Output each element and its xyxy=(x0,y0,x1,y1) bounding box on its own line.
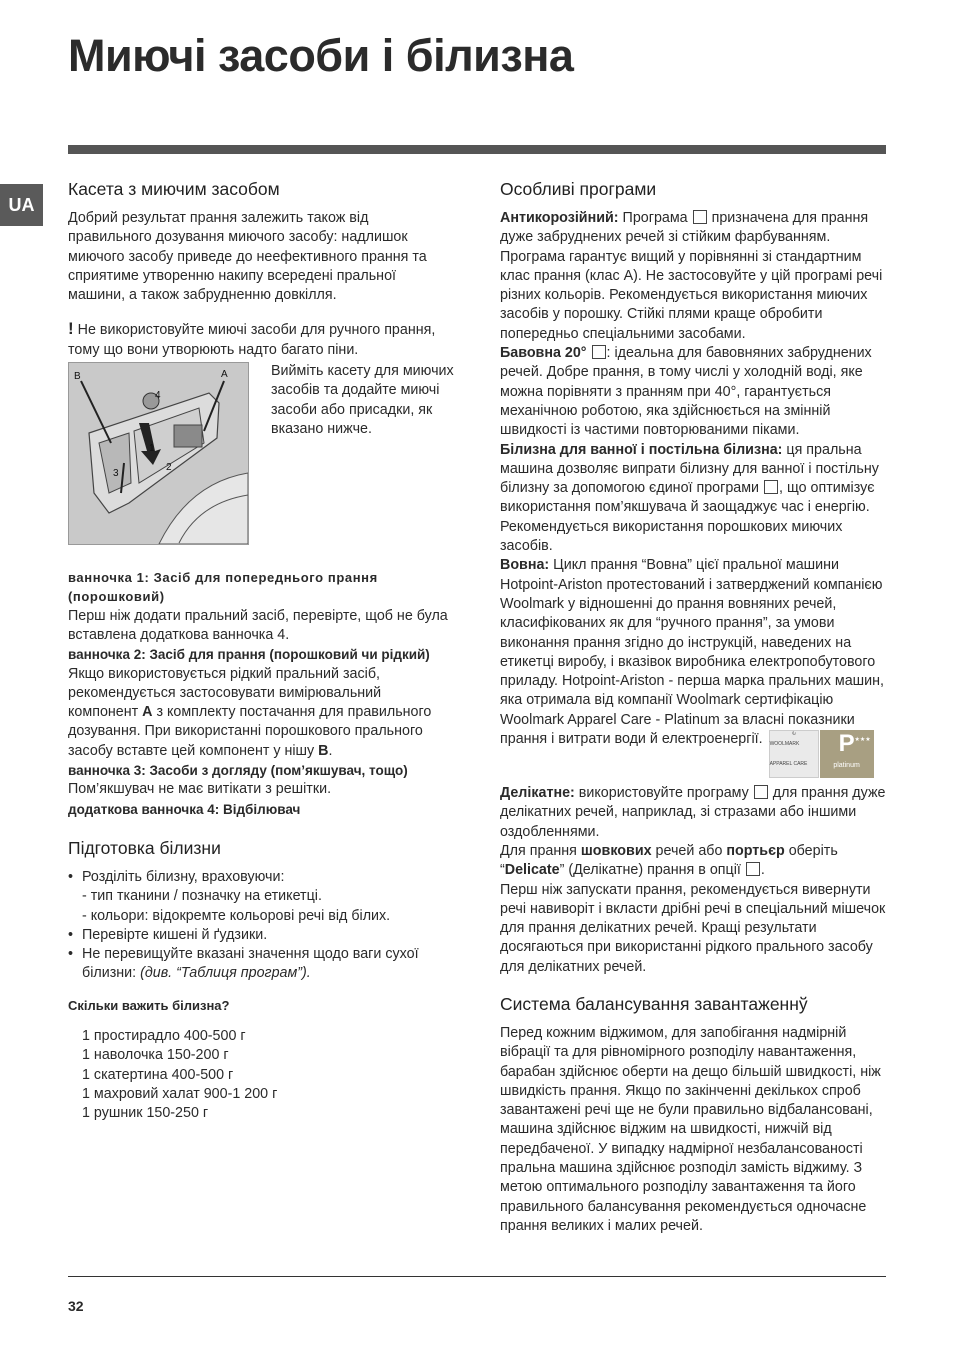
list-item: • Розділіть білизну, враховуючи: - тип тканини / позначку на етикетці. - кольори: відокремте кольорові речі від білих. xyxy=(68,868,455,926)
footer-divider xyxy=(68,1276,886,1277)
list-item: 1 скатертина 400-500 г xyxy=(82,1066,234,1083)
list-item: 1 наволочка 150-200 г xyxy=(82,1047,229,1064)
dispenser-warning: ! Не використовуйте миючі засоби для ручного прання, тому що вони утворюють надто багато піни. xyxy=(68,319,436,358)
balance-text: Перед кожним віджимом, для запобігання надмірній вібрації та для рівномірного розподілу навантаження, барабан здійснює оберти на дещо більшій швидкості, ніж швидкість прання. Якщо по закінченні декількох спроб завантажені речі ще не були правильно відбалансовані, машина здійснює віджим на швидкості, нижчій від передбаченої. У випадку надмірної незбалансованості пральна машина здійснює розподіл замість віджиму. З метою оптимального розподілу завантаження та його правильного балансування рекомендується одночасне прання великих і малих речей. xyxy=(500,1024,881,1234)
platinum-badge: ★★★ P platinum xyxy=(820,730,874,778)
bed-bath-icon xyxy=(764,480,778,494)
list-item: 1 простирадло 400-500 г xyxy=(82,1028,246,1045)
label-4: 4 xyxy=(155,390,161,402)
compartment-3-title: ванночка 3: Засоби з догляду (пом’якшувач, тощо) xyxy=(68,763,408,779)
delicate-program-text: Делікатне: використовуйте програму для прання дуже делікатних речей, наприклад, зі стразами або іншими оздобленнями. xyxy=(500,785,886,840)
weights-title: Скільки важить білизна? xyxy=(68,997,230,1013)
figure-instruction: Вийміть касету для миючих засобів та додайте миючі засоби або присадки, як вказано нижче. xyxy=(271,363,454,437)
page-title: Миючі засоби і білизна xyxy=(68,30,574,81)
language-tab: UA xyxy=(0,184,43,226)
special-programs-heading: Особливі програми xyxy=(500,179,657,199)
label-3: 3 xyxy=(113,468,119,480)
compartment-2-text: Якщо використовується рідкий пральний засіб, рекомендується застосовувати вимірювальний компонент A з комплекту постачання для правильного дозування. При використанні порошкового прального засобу вставте цей компонент у нішу B. xyxy=(68,665,432,759)
wool-program-text: Вовна: Цикл прання “Вовна” цієї пральної машини Hotpoint-Ariston протестований і затверджений компанією Woolmark у відношенні до прання вовняних речей, класифікованих як для “ручного прання”, за умови виконання прання згідно до інструкцій, наведених на етикетці виробу, і вказівок виробника електропобутового приладу. Hotpoint-Ariston - перша марка пральних машин, яка отримала від компанії Woolmark сертифікацію Woolmark Apparel Care - Platinum за власні показники прання і витрати води й електроенергії. WOOLMARK APPAREL CARE ★★★ P platinum xyxy=(500,556,887,778)
cotton-program-text: Бавовна 20° : ідеальна для бавовняних забруднених речей. Добре прання, в тому числі у холодній воді, яке можна порівняти з пранням при 40°, гарантується механічною роботою, яка здійснюється на змінній швидкості із частими повторюваними піками. xyxy=(500,345,872,439)
delicate-note: Перш ніж запускати прання, рекомендується вивернути речі навиворіт і вкласти дрібні речі в спеціальний мішечок для прання делікатних речей. Кращі результати досягаються при використанні рідкого прального засобу для делікатних речей. xyxy=(500,881,886,975)
anti-stain-icon xyxy=(693,210,707,224)
warning-mark: ! xyxy=(68,319,74,339)
silk-text: Для прання шовкових речей або портьєр оберіть “Delicate” (Делікатне) прання в опції . xyxy=(500,842,838,879)
label-2: 2 xyxy=(166,462,172,474)
laundry-heading: Підготовка білизни xyxy=(68,837,221,858)
list-subitem: - кольори: відокремте кольорові речі від білих. xyxy=(82,907,391,924)
dispenser-figure-row xyxy=(68,362,455,545)
label-a: A xyxy=(221,369,228,381)
compartment-1-title: ванночка 1: Засіб для попереднього прання (порошковий) xyxy=(68,570,378,605)
label-1: 1 xyxy=(149,443,155,455)
delicate-icon xyxy=(754,785,768,799)
compartment-2-title: ванночка 2: Засіб для прання (порошковий чи рідкий) xyxy=(68,647,430,663)
dispenser-intro: Добрий результат прання залежить також від правильного дозування миючого засобу: надлишок миючого засобу приведе до неефективного прання та сприятиме утворенню накипу всередені пральної машини, а також забрудненню довкілля. xyxy=(68,210,427,304)
compartment-4-title: додаткова ванночка 4: Відбілювач xyxy=(68,801,301,817)
page-number: 32 xyxy=(68,1298,84,1314)
list-item: • Перевірте кишені й ґудзики. xyxy=(68,926,455,945)
title-divider-bar xyxy=(68,145,886,154)
laundry-list xyxy=(68,868,455,984)
delicate-option-icon xyxy=(746,862,760,876)
detergent-drawer-illustration xyxy=(68,362,249,545)
list-item: 1 махровий халат 900-1 200 г xyxy=(82,1085,278,1102)
dispenser-heading: Касета з миючим засобом xyxy=(68,179,280,199)
right-column xyxy=(500,178,887,1236)
compartment-3-text: Пом’якшувач не має витікати з решітки. xyxy=(68,781,332,798)
balance-heading: Система балансування завантаженнў xyxy=(500,993,808,1014)
weights-list xyxy=(68,1027,455,1123)
list-subitem: - тип тканини / позначку на етикетці. xyxy=(82,888,322,905)
list-item: 1 рушник 150-250 г xyxy=(82,1105,209,1122)
left-column xyxy=(68,178,455,1124)
woolmark-logo: WOOLMARK APPAREL CARE xyxy=(769,730,819,778)
anti-program-text: Антикорозійний: Програма призначена для прання дуже забруднених речей зі стійким фарбуванням. Програма гарантує вищий у порівнянні зі стандартним клас прання (клас А). Не застосовуйте у цій програмі речі різних кольорів. Рекомендується використання миючих засобів у порошку. Стійкі плями краще обробити попередньо спеціальними засобами. xyxy=(500,210,883,342)
bath-program-text: Білизна для ванної і постільна білизна: ця пральна машина дозволяє випрати білизну для ванної і постільну білизну за допомогою єдиної програми , що оптимізує використання пом’якшувача й заощаджує час і енергію. Рекомендується використання порошкових миючих засобів. xyxy=(500,441,879,555)
cotton-20-icon xyxy=(592,345,606,359)
certification-badges xyxy=(769,730,874,778)
list-item: • Не перевищуйте вказані значення щодо ваги сухої білизни: (див. “Таблиця програм”). xyxy=(68,945,455,984)
compartment-1-text: Перш ніж додати пральний засіб, перевірте, щоб не була вставлена додаткова ванночка 4. xyxy=(68,607,448,643)
label-b: B xyxy=(74,371,81,383)
